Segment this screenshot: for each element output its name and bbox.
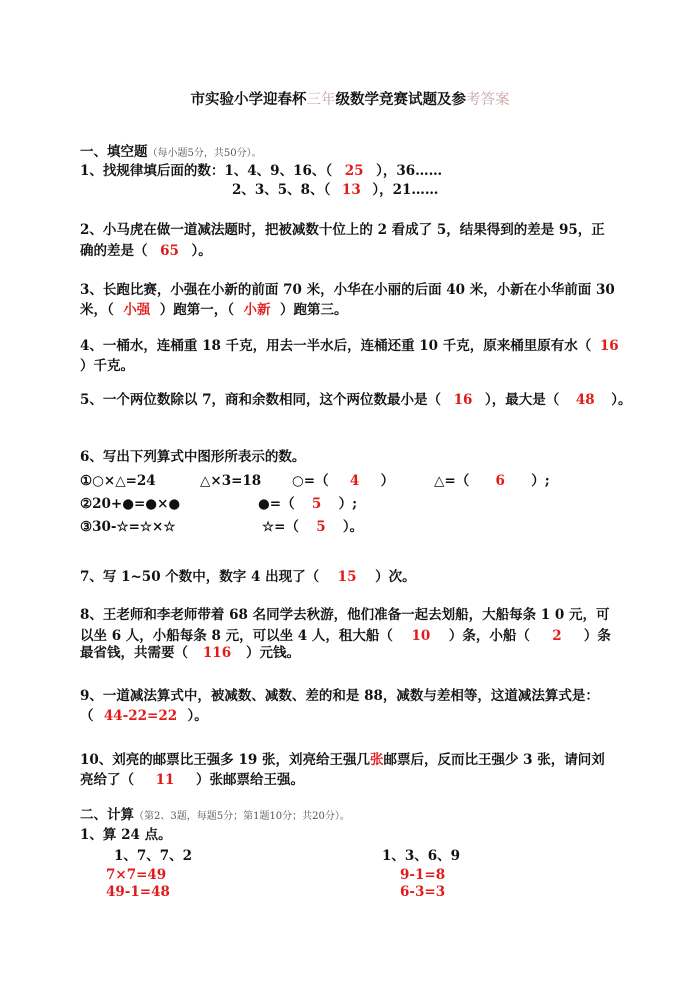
section-2-heading bbox=[80, 806, 350, 826]
q8-answer-2: 2 bbox=[552, 628, 562, 644]
question-2-line-2 bbox=[80, 242, 212, 260]
q3-text-c: ）跑第三。 bbox=[280, 302, 348, 318]
title-part-3: 级数学竞赛试题及参 bbox=[335, 91, 466, 108]
q8-text-a: 以坐 6 人，小船每条 8 元，可以坐 4 人，租大船（ bbox=[80, 628, 393, 644]
question-1-line-1 bbox=[80, 162, 442, 180]
q1-text-2: 2、3、5、8、（ bbox=[232, 182, 331, 198]
calc-left-numbers: 1、7、7、2 bbox=[114, 848, 193, 864]
calc-right-answer-2: 6-3=3 bbox=[400, 884, 446, 900]
q6-triangle-label: △=（ bbox=[434, 473, 470, 489]
q8-answer-3: 116 bbox=[202, 645, 232, 661]
q10-text-a: 10、刘亮的邮票比王强多 19 张，刘亮给王强几 bbox=[80, 752, 370, 768]
question-3-line-1: 3、长跑比赛，小强在小新的前面 70 米，小华在小丽的后面 40 米，小新在小华前面 30 bbox=[80, 282, 615, 298]
q6-row-1-circle bbox=[292, 472, 394, 490]
page-title bbox=[0, 88, 700, 109]
q5-answer-2: 48 bbox=[575, 392, 595, 408]
q4-text-1: 4、一桶水，连桶重 18 千克，用去一半水后，连桶还重 10 千克，原来桶里原有水（ bbox=[80, 338, 592, 354]
q7-text: 7、写 1~50 个数中，数字 4 出现了（ bbox=[80, 569, 320, 585]
title-part-4: 考答案 bbox=[466, 92, 510, 108]
q2-text-2: 确的差是（ bbox=[80, 243, 148, 259]
title-part-2: 三年 bbox=[306, 92, 336, 108]
q3-answer-1: 小强 bbox=[123, 302, 151, 318]
q6-circle-label: ○=（ bbox=[292, 473, 329, 489]
question-2-line-1: 2、小马虎在做一道减法题时，把被减数十位上的 2 看成了 5，结果得到的差是 95，正 bbox=[80, 222, 605, 238]
q9-text-a: （ bbox=[80, 708, 94, 724]
q9-answer: 44-22=22 bbox=[103, 708, 178, 724]
q5-text-end: ）。 bbox=[611, 392, 632, 408]
q6-answer-circle: 4 bbox=[349, 473, 360, 489]
q7-text-end: ）次。 bbox=[375, 569, 416, 585]
q8-answer-1: 10 bbox=[411, 628, 431, 644]
q9-text-b: ）。 bbox=[187, 708, 208, 724]
question-6-heading: 6、写出下列算式中图形所表示的数。 bbox=[80, 449, 306, 465]
question-10-line-1 bbox=[80, 751, 605, 769]
q10-text-b: 邮票后，反而比王强少 3 张，请问刘 bbox=[383, 752, 605, 768]
q10-text-c: 亮给了（ bbox=[80, 772, 134, 788]
q10-red-char: 张 bbox=[369, 752, 384, 768]
q5-text-mid: ），最大是（ bbox=[485, 392, 560, 408]
q6-answer-dot: 5 bbox=[311, 496, 322, 512]
q3-text-a: 米，（ bbox=[80, 302, 114, 318]
section-1-note: （每小题5分，共50分）。 bbox=[147, 148, 262, 159]
question-10-line-2 bbox=[80, 771, 304, 789]
q2-text-2-end: ）。 bbox=[191, 243, 212, 259]
section-2-note: （第2、3题，每题5分；第1题10分；共20分）。 bbox=[134, 811, 350, 822]
q1-answer-1: 25 bbox=[344, 163, 364, 179]
q6-circle-close: ） bbox=[380, 473, 395, 489]
q4-answer: 16 bbox=[599, 338, 619, 354]
q3-text-b: ）跑第一，（ bbox=[159, 302, 234, 318]
q6-row-2-eq: ②20+●=●×● bbox=[80, 496, 181, 512]
q6-row-3-star bbox=[262, 518, 363, 536]
q5-text: 5、一个两位数除以 7，商和余数相同，这个两位数最小是（ bbox=[80, 392, 441, 408]
calc-left-answer-2: 49-1=48 bbox=[106, 884, 170, 900]
q8-text-b: ）条，小船（ bbox=[448, 628, 530, 644]
question-9-line-2 bbox=[80, 707, 208, 725]
question-8-line-2 bbox=[80, 627, 611, 645]
q5-answer-1: 16 bbox=[453, 392, 473, 408]
q6-row-1-eq-2: △×3=18 bbox=[200, 473, 262, 489]
title-part-1: 市实验小学迎春杯 bbox=[190, 91, 307, 108]
q6-row-2-dot bbox=[258, 495, 357, 513]
q10-text-d: ）张邮票给王强。 bbox=[196, 772, 304, 788]
section-1-heading bbox=[80, 143, 262, 163]
q1-text-1-end: ），36…… bbox=[376, 163, 443, 179]
q3-answer-2: 小新 bbox=[243, 302, 271, 318]
q6-row-1-triangle bbox=[434, 472, 550, 490]
q6-row-3-eq: ③30-☆=☆×☆ bbox=[80, 519, 176, 535]
q2-answer: 65 bbox=[160, 243, 179, 259]
calc-right-numbers: 1、3、6、9 bbox=[382, 848, 461, 864]
question-4-line-2: ）千克。 bbox=[80, 358, 134, 374]
q6-dot-close: ）; bbox=[338, 496, 358, 512]
question-9-line-1: 9、一道减法算式中，被减数、减数、差的和是 88，减数与差相等，这道减法算式是： bbox=[80, 688, 599, 704]
q6-dot-label: ●=（ bbox=[258, 496, 295, 512]
q8-text-d: 最省钱，共需要（ bbox=[80, 645, 188, 661]
q6-answer-star: 5 bbox=[316, 519, 326, 535]
section-2-title: 二、计算 bbox=[80, 807, 134, 823]
section-1-title: 一、填空题 bbox=[80, 144, 148, 160]
question-4-line-1 bbox=[80, 337, 627, 355]
q8-text-c: ）条 bbox=[583, 628, 611, 644]
calc-right-answer-1: 9-1=8 bbox=[400, 867, 446, 883]
question-5 bbox=[80, 391, 632, 409]
question-3-line-2 bbox=[80, 301, 348, 319]
calc-left-answer-1: 7×7=49 bbox=[106, 867, 167, 883]
question-8-line-1: 8、王老师和李老师带着 68 名同学去秋游，他们准备一起去划船，大船每条 1 0 元，可 bbox=[80, 607, 610, 623]
q6-triangle-close: ）; bbox=[531, 473, 550, 489]
q1-text-1: 1、找规律填后面的数：1、4、9、16、（ bbox=[80, 163, 333, 179]
question-8-line-3 bbox=[80, 644, 300, 662]
calc-question-1: 1、算 24 点。 bbox=[80, 827, 172, 843]
question-1-line-2 bbox=[232, 181, 438, 199]
question-7 bbox=[80, 568, 416, 586]
q6-answer-triangle: 6 bbox=[495, 473, 505, 489]
q8-text-e: ）元钱。 bbox=[246, 645, 300, 661]
q6-row-1-eq: ①○×△=24 bbox=[80, 473, 156, 489]
q1-text-2-end: ），21…… bbox=[372, 182, 439, 198]
q7-answer: 15 bbox=[337, 569, 357, 585]
q6-star-label: ☆=（ bbox=[262, 519, 299, 535]
q1-answer-2: 13 bbox=[341, 182, 361, 198]
q6-star-close: ）。 bbox=[342, 519, 364, 535]
q10-answer: 11 bbox=[155, 772, 175, 788]
